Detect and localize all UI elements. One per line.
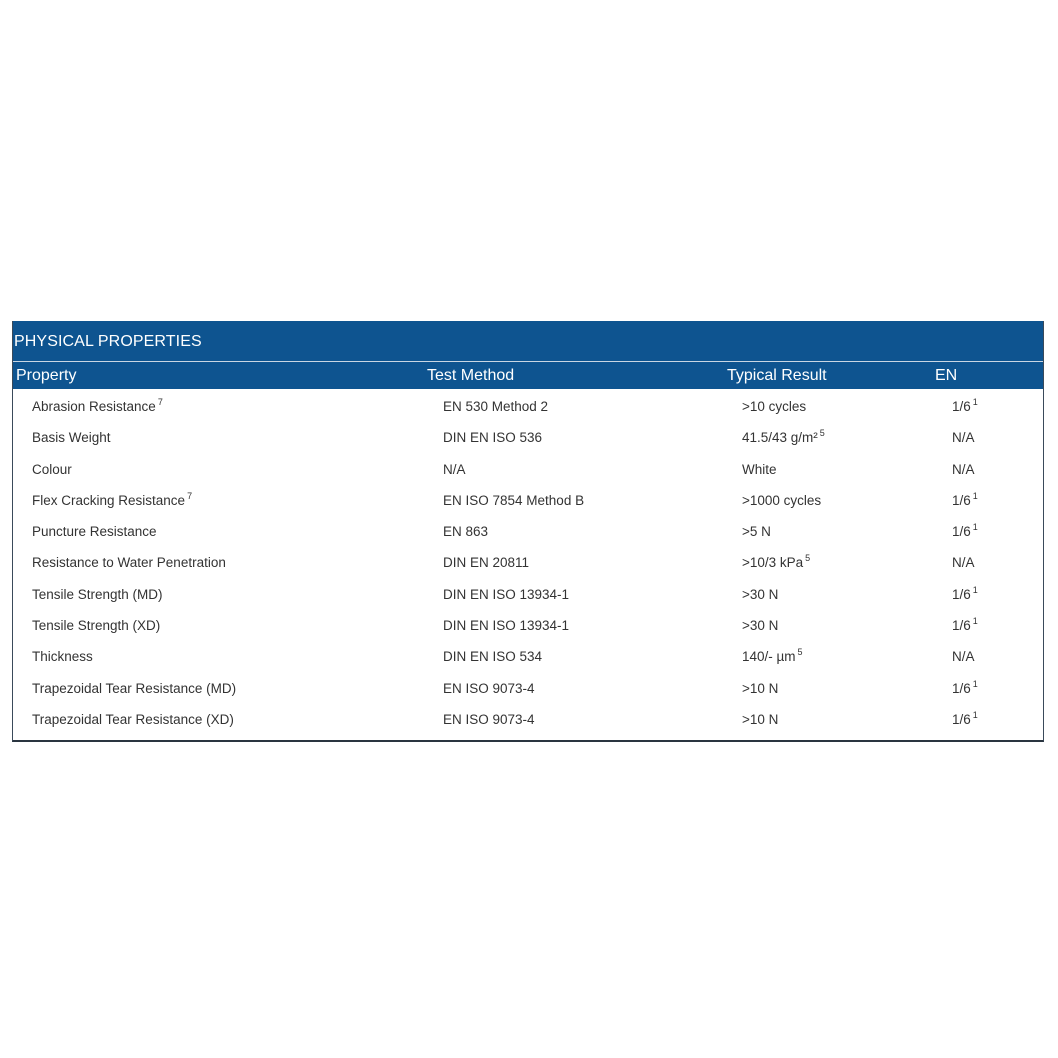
en-cell	[952, 584, 978, 602]
footnote-marker: 7	[157, 397, 163, 407]
table-row	[13, 580, 1043, 611]
property-cell	[32, 555, 226, 570]
test-method-cell	[443, 587, 569, 602]
footnote-marker: 5	[797, 647, 803, 658]
test-method-cell-text: EN 863	[443, 524, 489, 540]
table-row	[13, 642, 1043, 673]
typical-result-cell	[742, 618, 778, 633]
test-method-cell-text: DIN EN ISO 13934-1	[443, 618, 570, 634]
test-method-cell-text: EN ISO 7854 Method B	[443, 492, 585, 508]
footnote-marker: 1	[972, 397, 978, 407]
table-body	[13, 389, 1043, 740]
test-method-cell-text: DIN EN ISO 536	[443, 430, 543, 446]
table-row	[13, 486, 1043, 517]
table-title: PHYSICAL PROPERTIES	[13, 321, 1043, 362]
typical-result-cell-text: >30 N	[742, 586, 779, 602]
property-cell-text: Thickness	[32, 649, 93, 665]
footnote-marker: 1	[972, 490, 978, 501]
test-method-cell	[443, 618, 569, 633]
typical-result-cell	[742, 587, 778, 602]
en-cell	[952, 490, 978, 508]
typical-result-cell	[742, 493, 821, 508]
table-row	[13, 674, 1043, 705]
property-cell	[32, 462, 72, 477]
property-cell	[32, 490, 193, 508]
en-cell	[952, 678, 978, 696]
property-cell-text: Abrasion Resistance	[32, 399, 156, 414]
property-cell-text: Basis Weight	[32, 430, 111, 446]
en-cell	[952, 649, 975, 664]
footnote-marker: 1	[972, 678, 978, 689]
header-test-method: Test Method	[427, 366, 515, 384]
typical-result-cell-text: >10 N	[742, 680, 779, 696]
typical-result-cell-text: >5 N	[742, 524, 771, 540]
typical-result-cell-text: 41.5/43 g/m²	[742, 430, 818, 446]
test-method-cell-text: N/A	[443, 461, 466, 477]
typical-result-cell-text: >10 N	[742, 711, 779, 727]
test-method-cell	[443, 712, 535, 727]
table-row	[13, 548, 1043, 579]
typical-result-cell-text: >10/3 kPa	[742, 555, 804, 571]
test-method-cell	[443, 555, 529, 570]
typical-result-cell-text: White	[742, 461, 777, 477]
table-row	[13, 423, 1043, 454]
en-cell-text: 1/6	[952, 680, 971, 696]
table-row	[13, 517, 1043, 548]
test-method-cell	[443, 399, 548, 414]
test-method-cell	[443, 493, 584, 508]
test-method-cell	[443, 430, 542, 445]
property-cell-text: Trapezoidal Tear Resistance (MD)	[32, 680, 237, 696]
typical-result-cell-text: >10 cycles	[742, 399, 807, 414]
physical-properties-table	[12, 321, 1044, 742]
en-cell-text: 1/6	[952, 618, 971, 634]
header-typical-result: Typical Result	[727, 366, 827, 384]
property-cell-text: Flex Cracking Resistance	[32, 492, 186, 508]
test-method-cell	[443, 649, 542, 664]
typical-result-cell	[742, 712, 778, 727]
property-cell-text: Colour	[32, 461, 72, 477]
footnote-marker: 1	[972, 522, 978, 533]
en-cell-text: N/A	[952, 649, 975, 665]
table-row	[13, 392, 1043, 423]
typical-result-cell-text: 140/- µm	[742, 649, 796, 665]
footnote-marker: 5	[819, 428, 825, 439]
en-cell-text: 1/6	[952, 711, 971, 727]
table-header-row	[13, 362, 1043, 389]
property-cell	[32, 430, 111, 445]
en-cell	[952, 524, 978, 539]
typical-result-cell-text: >30 N	[742, 618, 779, 634]
test-method-cell-text: EN ISO 9073-4	[443, 680, 535, 696]
property-cell	[32, 712, 234, 727]
property-cell	[32, 399, 163, 414]
en-cell	[952, 430, 975, 445]
en-cell-text: N/A	[952, 430, 975, 446]
property-cell-text: Puncture Resistance	[32, 524, 157, 540]
property-cell-text: Resistance to Water Penetration	[32, 555, 226, 571]
test-method-cell-text: DIN EN ISO 534	[443, 649, 543, 665]
en-cell	[952, 709, 978, 727]
test-method-cell-text: EN 530 Method 2	[443, 399, 549, 414]
typical-result-cell	[742, 555, 810, 570]
table-row	[13, 455, 1043, 486]
en-cell	[952, 462, 975, 477]
typical-result-cell	[742, 462, 777, 477]
footnote-marker: 7	[187, 490, 193, 501]
en-cell-text: 1/6	[952, 586, 971, 602]
table-row	[13, 611, 1043, 642]
property-cell	[32, 618, 160, 633]
footnote-marker: 1	[972, 584, 978, 595]
typical-result-cell	[742, 399, 806, 414]
test-method-cell-text: DIN EN ISO 13934-1	[443, 586, 570, 602]
en-cell-text: 1/6	[952, 399, 971, 414]
header-property: Property	[16, 366, 77, 384]
footnote-marker: 1	[972, 709, 978, 720]
property-cell	[32, 524, 157, 539]
en-cell	[952, 399, 978, 414]
test-method-cell	[443, 681, 535, 696]
property-cell-text: Trapezoidal Tear Resistance (XD)	[32, 711, 234, 727]
property-cell	[32, 649, 93, 664]
en-cell-text: N/A	[952, 555, 975, 571]
test-method-cell	[443, 462, 466, 477]
footnote-marker: 1	[972, 616, 978, 627]
property-cell-text: Tensile Strength (XD)	[32, 618, 161, 634]
en-cell	[952, 555, 975, 570]
en-cell-text: 1/6	[952, 524, 971, 540]
typical-result-cell	[742, 524, 771, 539]
header-en: EN	[935, 366, 958, 384]
property-cell	[32, 587, 163, 602]
en-cell	[952, 618, 978, 633]
property-cell-text: Tensile Strength (MD)	[32, 586, 163, 602]
property-cell	[32, 681, 236, 696]
typical-result-cell-text: >1000 cycles	[742, 492, 822, 508]
en-cell-text: 1/6	[952, 492, 971, 508]
test-method-cell	[443, 524, 488, 539]
test-method-cell-text: EN ISO 9073-4	[443, 711, 535, 727]
typical-result-cell	[742, 681, 778, 696]
footnote-marker: 5	[805, 553, 811, 564]
typical-result-cell	[742, 430, 825, 445]
typical-result-cell	[742, 649, 803, 664]
test-method-cell-text: DIN EN 20811	[443, 555, 530, 571]
table-row	[13, 705, 1043, 736]
en-cell-text: N/A	[952, 461, 975, 477]
